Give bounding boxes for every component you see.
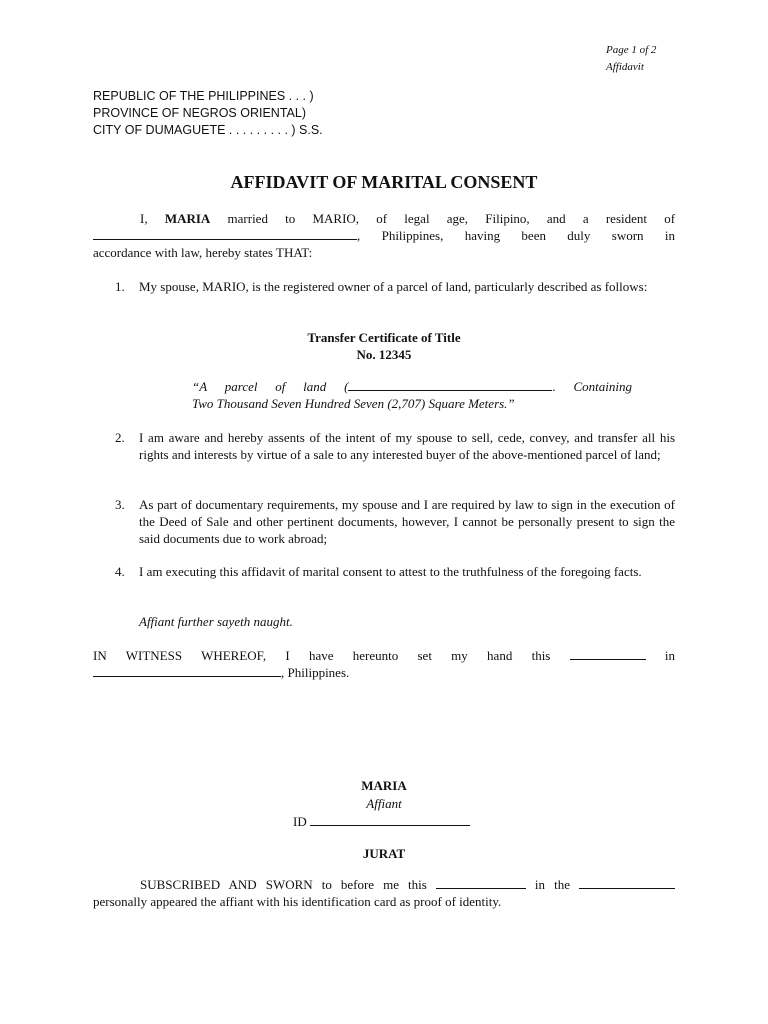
id-blank[interactable] bbox=[310, 813, 470, 826]
id-label: ID bbox=[293, 814, 307, 829]
item-number: 3. bbox=[115, 497, 125, 512]
intro-text-3: accordance with law, hereby states THAT: bbox=[93, 245, 313, 260]
item-number: 2. bbox=[115, 430, 125, 445]
quote-after-blank: . Containing bbox=[552, 379, 632, 394]
intro-paragraph bbox=[93, 210, 675, 261]
residence-blank[interactable] bbox=[93, 227, 357, 240]
item-text: I am aware and hereby assents of the intent of my spouse to sell, cede, convey, and transfer all his rights and interests by virtue of a sale to any interested buyer of the above-mentioned parcel of land; bbox=[139, 430, 675, 462]
witness-place-blank[interactable] bbox=[93, 664, 281, 677]
sayeth-naught: Affiant further sayeth naught. bbox=[139, 614, 293, 629]
witness-text-2: , Philippines. bbox=[281, 665, 350, 680]
intro-pronoun: I, bbox=[140, 211, 148, 226]
land-description-blank[interactable] bbox=[348, 378, 552, 391]
venue-line-2: PROVINCE OF NEGROS ORIENTAL) bbox=[93, 106, 306, 120]
item-text: My spouse, MARIO, is the registered owner of a parcel of land, particularly described as follows: bbox=[139, 279, 648, 294]
id-line bbox=[293, 813, 470, 830]
intro-text-2: , Philippines, having been duly sworn in bbox=[357, 228, 675, 243]
certificate-title: Transfer Certificate of Title bbox=[307, 330, 461, 345]
certificate-number: No. 12345 bbox=[356, 347, 412, 362]
page-number: Page 1 of 2 bbox=[606, 44, 657, 56]
jurat-paragraph bbox=[93, 876, 675, 910]
affiant-name: MARIA bbox=[164, 211, 211, 226]
venue-block bbox=[93, 88, 323, 139]
document-title: AFFIDAVIT OF MARITAL CONSENT bbox=[230, 172, 538, 192]
witness-in-word: in bbox=[664, 648, 676, 663]
venue-line-1: REPUBLIC OF THE PHILIPPINES . . . ) bbox=[93, 89, 314, 103]
land-description bbox=[192, 378, 632, 412]
witness-paragraph bbox=[93, 647, 675, 681]
jurat-heading: JURAT bbox=[362, 846, 406, 861]
signatory-name: MARIA bbox=[361, 778, 407, 793]
jurat-text-1: SUBSCRIBED AND SWORN to before me this bbox=[140, 877, 427, 892]
jurat-in-word: in the bbox=[534, 877, 570, 892]
quote-open: “A parcel of land ( bbox=[192, 379, 349, 394]
document-type: Affidavit bbox=[606, 61, 644, 73]
page-header bbox=[606, 42, 656, 76]
quote-line-2: Two Thousand Seven Hundred Seven (2,707) Square Meters.” bbox=[192, 396, 515, 411]
venue-line-3: CITY OF DUMAGUETE . . . . . . . . . ) S.S. bbox=[93, 123, 323, 137]
item-text: As part of documentary requirements, my spouse and I are required by law to sign in the execution of the Deed of Sale and other pertinent documents, however, I cannot be personally present to sign the said documents due to work abroad; bbox=[139, 497, 675, 546]
item-number: 4. bbox=[115, 564, 125, 579]
witness-date-blank[interactable] bbox=[570, 647, 646, 660]
witness-text-1: IN WITNESS WHEREOF, I have hereunto set my hand this bbox=[93, 648, 551, 663]
jurat-text-2: personally appeared the affiant with his identification card as proof of identity. bbox=[93, 894, 502, 909]
signatory-role: Affiant bbox=[366, 796, 402, 811]
jurat-place-blank[interactable] bbox=[579, 876, 675, 889]
jurat-date-blank[interactable] bbox=[436, 876, 526, 889]
item-number: 1. bbox=[115, 279, 125, 294]
item-text: I am executing this affidavit of marital consent to attest to the truthfulness of the foregoing facts. bbox=[139, 564, 642, 579]
intro-text-1: married to MARIO, of legal age, Filipino, and a resident of bbox=[227, 211, 676, 226]
